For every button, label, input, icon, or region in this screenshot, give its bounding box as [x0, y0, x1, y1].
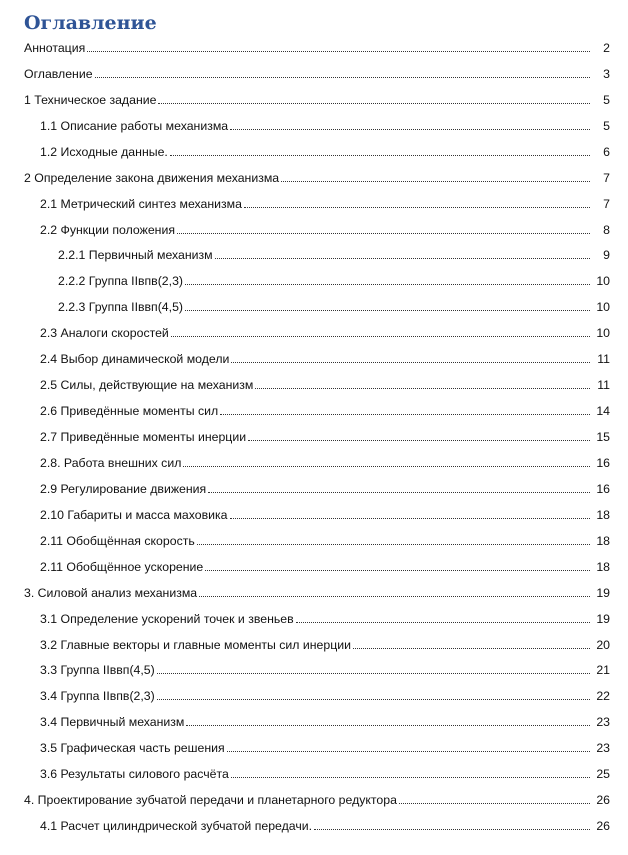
toc-entry[interactable] [0, 631, 628, 657]
toc-page-number[interactable]: 2 [603, 40, 610, 55]
toc-entry[interactable] [0, 345, 628, 371]
toc-entry[interactable] [0, 760, 628, 786]
toc-entry-title[interactable]: Оглавление [24, 66, 93, 81]
toc-page-number[interactable]: 26 [596, 793, 610, 808]
toc-page-number[interactable]: 18 [596, 507, 610, 522]
dot-leader [248, 440, 590, 441]
toc-entry[interactable] [0, 605, 628, 631]
toc-entry-title[interactable]: 2.1 Метрический синтез механизма [40, 196, 242, 211]
dot-leader [296, 622, 590, 623]
toc-entry[interactable] [0, 527, 628, 553]
dot-leader [353, 648, 590, 649]
toc-page-number[interactable]: 11 [597, 378, 610, 393]
toc-page-number[interactable]: 25 [596, 767, 610, 782]
toc-page-number[interactable]: 10 [596, 326, 610, 341]
toc-page-number[interactable]: 5 [603, 92, 610, 107]
table-of-contents [0, 34, 628, 838]
toc-entry-title[interactable]: 3. Силовой анализ механизма [24, 585, 198, 600]
dot-leader [186, 725, 590, 726]
toc-page-number[interactable]: 6 [603, 144, 610, 159]
dot-leader [220, 414, 590, 415]
toc-page-number[interactable]: 9 [603, 248, 610, 263]
toc-page-number[interactable]: 14 [596, 404, 610, 419]
toc-entry[interactable] [0, 475, 628, 501]
toc-entry[interactable] [0, 553, 628, 579]
toc-entry-title[interactable]: 3.3 Группа IIввп(4,5) [40, 663, 155, 678]
toc-entry-title[interactable]: 4.1 Расчет цилиндрической зубчатой передачи. [40, 819, 313, 834]
toc-heading: Оглавление [24, 12, 157, 34]
toc-entry[interactable] [0, 708, 628, 734]
toc-entry[interactable] [0, 786, 628, 812]
toc-entry-title[interactable]: 4. Проектирование зубчатой передачи и планетарного редуктора [24, 793, 397, 808]
toc-entry[interactable] [0, 449, 628, 475]
toc-entry[interactable] [0, 734, 628, 760]
toc-page-number[interactable]: 23 [596, 741, 610, 756]
dot-leader [87, 51, 590, 52]
toc-entry-title[interactable]: 2.5 Силы, действующие на механизм [40, 378, 254, 393]
toc-page-number[interactable]: 23 [596, 715, 610, 730]
toc-entry[interactable] [0, 293, 628, 319]
toc-page-number[interactable]: 3 [603, 66, 610, 81]
dot-leader [399, 803, 590, 804]
toc-entry[interactable] [0, 164, 628, 190]
toc-page-number[interactable]: 18 [596, 533, 610, 548]
dot-leader [215, 258, 590, 259]
toc-entry-title[interactable]: 3.1 Определение ускорений точек и звеньев [40, 611, 294, 626]
toc-entry-title[interactable]: 2.10 Габариты и масса маховика [40, 507, 228, 522]
dot-leader [95, 77, 590, 78]
toc-page-number[interactable]: 22 [596, 689, 610, 704]
dot-leader [199, 596, 590, 597]
toc-entry-title[interactable]: 2.6 Приведённые моменты сил [40, 404, 219, 419]
toc-entry-title[interactable]: 3.6 Результаты силового расчёта [40, 767, 229, 782]
toc-page-number[interactable]: 8 [603, 222, 610, 237]
dot-leader [197, 544, 590, 545]
dot-leader [158, 103, 590, 104]
toc-entry-title[interactable]: 1 Техническое задание [24, 92, 157, 107]
toc-page-number[interactable]: 5 [603, 118, 610, 133]
toc-entry[interactable] [0, 657, 628, 683]
toc-entry[interactable] [0, 812, 628, 838]
dot-leader [314, 829, 590, 830]
toc-page-number[interactable]: 7 [603, 170, 610, 185]
toc-entry[interactable] [0, 138, 628, 164]
dot-leader [183, 466, 590, 467]
dot-leader [208, 492, 590, 493]
toc-page-number[interactable]: 10 [596, 300, 610, 315]
toc-entry-title[interactable]: 2.8. Работа внешних сил [40, 455, 182, 470]
toc-page-number[interactable]: 26 [596, 819, 610, 834]
toc-entry[interactable] [0, 371, 628, 397]
dot-leader [230, 129, 590, 130]
dot-leader [185, 310, 590, 311]
toc-entry-title[interactable]: 1.1 Описание работы механизма [40, 118, 229, 133]
toc-entry-title[interactable]: 2.9 Регулирование движения [40, 481, 207, 496]
toc-entry-title[interactable]: 2.3 Аналоги скоростей [40, 326, 169, 341]
toc-entry-title[interactable]: 3.5 Графическая часть решения [40, 741, 225, 756]
toc-entry[interactable] [0, 242, 628, 268]
toc-page-number[interactable]: 16 [596, 481, 610, 496]
toc-page-number[interactable]: 15 [596, 430, 610, 444]
toc-entry[interactable] [0, 216, 628, 242]
toc-entry-title[interactable]: 2.2 Функции положения [40, 222, 176, 237]
toc-page-number[interactable]: 16 [596, 455, 610, 470]
toc-page-number[interactable]: 20 [596, 637, 610, 652]
dot-leader [171, 336, 590, 337]
toc-entry[interactable] [0, 397, 628, 423]
toc-entry-title[interactable]: 2.4 Выбор динамической модели [40, 352, 230, 367]
dot-leader [185, 284, 590, 285]
dot-leader [157, 673, 590, 674]
toc-entry[interactable] [0, 579, 628, 605]
toc-page-number[interactable]: 19 [596, 611, 610, 626]
toc-entry[interactable] [0, 190, 628, 216]
toc-entry-title[interactable]: 2 Определение закона движения механизма [24, 170, 280, 185]
dot-leader [244, 207, 590, 208]
toc-entry-title[interactable]: 3.4 Группа IIвпв(2,3) [40, 689, 155, 704]
toc-page-number[interactable]: 21 [596, 663, 610, 678]
toc-entry[interactable] [0, 501, 628, 527]
dot-leader [255, 388, 590, 389]
toc-entry[interactable] [0, 112, 628, 138]
toc-page-number[interactable]: 18 [596, 559, 610, 574]
dot-leader [230, 518, 590, 519]
toc-entry[interactable] [0, 86, 628, 112]
toc-entry[interactable] [0, 423, 628, 449]
toc-entry[interactable] [0, 682, 628, 708]
toc-entry[interactable] [0, 319, 628, 345]
dot-leader [231, 777, 590, 778]
toc-page-number[interactable]: 7 [603, 196, 610, 211]
dot-leader [281, 181, 590, 182]
toc-entry-title[interactable]: 2.11 Обобщённое ускорение [40, 559, 204, 574]
toc-entry-title[interactable]: 2.11 Обобщённая скорость [40, 533, 195, 548]
toc-entry-title[interactable]: Аннотация [24, 40, 86, 55]
toc-entry-title[interactable]: 3.4 Первичный механизм [40, 715, 185, 730]
dot-leader [231, 362, 590, 363]
toc-entry-title[interactable]: 2.2.3 Группа IIввп(4,5) [58, 300, 183, 315]
dot-leader [177, 233, 590, 234]
dot-leader [227, 751, 590, 752]
toc-page-number[interactable]: 19 [596, 585, 610, 600]
dot-leader [205, 570, 590, 571]
toc-entry-title[interactable]: 2.2.2 Группа IIвпв(2,3) [58, 274, 183, 289]
dot-leader [170, 155, 590, 156]
toc-entry[interactable] [0, 60, 628, 86]
toc-entry-title[interactable]: 3.2 Главные векторы и главные моменты сил инерции [40, 637, 352, 652]
dot-leader [157, 699, 590, 700]
toc-entry[interactable] [0, 34, 628, 60]
toc-entry-title[interactable]: 1.2 Исходные данные. [40, 144, 168, 159]
toc-entry-title[interactable]: 2.2.1 Первичный механизм [58, 248, 213, 263]
toc-entry[interactable] [0, 267, 628, 293]
toc-entry-title[interactable]: 2.7 Приведённые моменты инерции [40, 430, 247, 444]
toc-page-number[interactable]: 10 [596, 274, 610, 289]
toc-page-number[interactable]: 11 [597, 352, 610, 367]
